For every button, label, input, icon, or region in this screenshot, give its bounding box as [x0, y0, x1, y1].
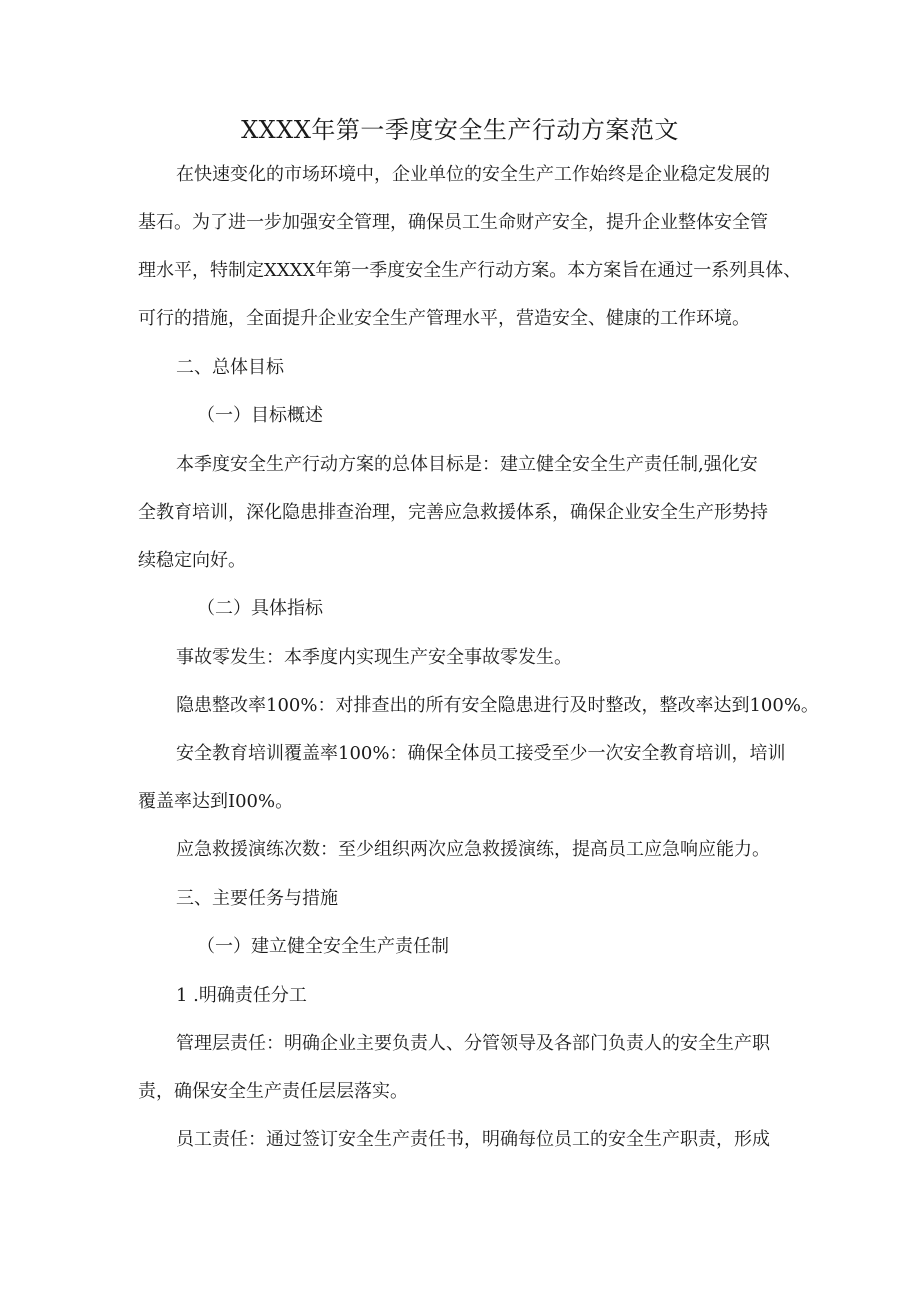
indicator-hazard-rectification: 隐患整改率100%：对排查出的所有安全隐患进行及时整改，整改率达到100%。	[176, 695, 819, 716]
subsection-heading-responsibility: （一）建立健全安全生产责任制	[197, 936, 449, 957]
document-title: XXXX年第一季度安全生产行动方案范文	[241, 116, 679, 144]
subsection-heading-overview: （一）目标概述	[197, 405, 323, 426]
overview-line-1: 本季度安全生产行动方案的总体目标是：建立健全安全生产责任制,强化安	[176, 454, 758, 475]
indicator-drills: 应急救援演练次数：至少组织两次应急救援演练，提高员工应急响应能力。	[176, 839, 770, 860]
intro-line-2: 基石。为了进一步加强安全管理，确保员工生命财产安全，提升企业整体安全管	[138, 212, 768, 233]
overview-line-2: 全教育培训，深化隐患排查治理，完善应急救援体系，确保企业安全生产形势持	[138, 502, 768, 523]
management-line-2: 责，确保安全生产责任层层落实。	[138, 1081, 408, 1102]
indicator-zero-accidents: 事故零发生：本季度内实现生产安全事故零发生。	[176, 647, 572, 668]
section-heading-3: 三、主要任务与措施	[176, 888, 338, 909]
intro-line-4: 可行的措施，全面提升企业安全生产管理水平，营造安全、健康的工作环境。	[138, 308, 750, 329]
overview-line-3: 续稳定向好。	[138, 550, 246, 571]
intro-line-3: 理水平，特制定XXXX年第一季度安全生产行动方案。本方案旨在通过一系列具体、	[138, 260, 802, 281]
indicator-training-line-2: 覆盖率达到I00%。	[138, 791, 294, 812]
indicator-training-line-1: 安全教育培训覆盖率100%：确保全体员工接受至少一次安全教育培训，培训	[176, 743, 786, 764]
item-heading-1: 1 .明确责任分工	[176, 985, 307, 1006]
intro-line-1: 在快速变化的市场环境中，企业单位的安全生产工作始终是企业稳定发展的	[176, 164, 770, 185]
employee-line-1: 员工责任：通过签订安全生产责任书，明确每位员工的安全生产职责，形成	[176, 1129, 770, 1150]
subsection-heading-indicators: （二）具体指标	[197, 598, 323, 619]
management-line-1: 管理层责任：明确企业主要负责人、分管领导及各部门负责人的安全生产职	[176, 1033, 770, 1054]
section-heading-2: 二、总体目标	[176, 357, 284, 378]
